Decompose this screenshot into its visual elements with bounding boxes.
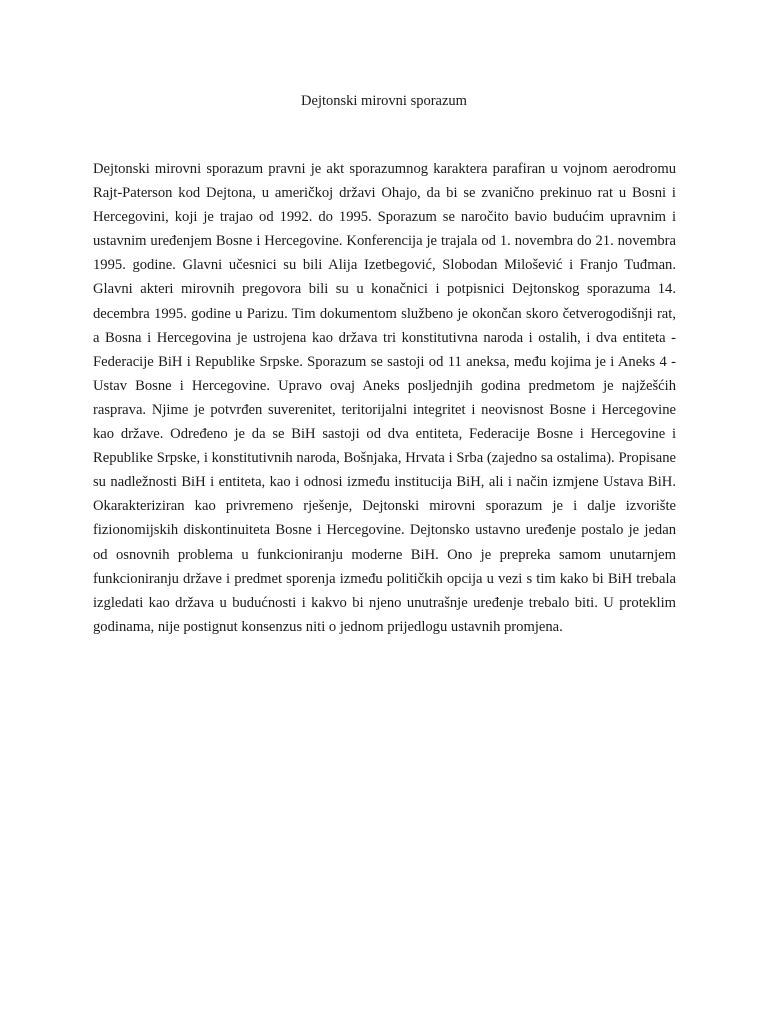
document-title: Dejtonski mirovni sporazum	[301, 93, 467, 109]
document-body-paragraph: Dejtonski mirovni sporazum pravni je akt sporazumnog karaktera parafiran u vojnom aerodromu Rajt-Paterson kod Dejtona, u američkoj državi Ohajo, da bi se zvanično prekinuo rat u Bosni i Hercegovini, koji je trajao od 1992. do 1995. Sporazum se naročito bavio budućim upravnim i ustavnim uređenjem Bosne i Hercegovine. Konferencija je trajala od 1. novembra do 21. novembra 1995. godine. Glavni učesnici su bili Alija Izetbegović, Slobodan Milošević i Franjo Tuđman. Glavni akteri mirovnih pregovora bili su u konačnici i potpisnici Dejtonskog sporazuma 14. decembra 1995. godine u Parizu. Tim dokumentom službeno je okončan skoro četverogodišnji rat, a Bosna i Hercegovina je ustrojena kao država tri konstitutivna naroda i ostalih, i dva entiteta - Federacije BiH i Republike Srpske. Sporazum se sastoji od 11 aneksa, među kojima je i Aneks 4 - Ustav Bosne i Hercegovine. Upravo ovaj Aneks posljednjih godina predmetom je najžešćih rasprava. Njime je potvrđen suverenitet, teritorijalni integritet i neovisnost Bosne i Hercegovine kao države. Određeno je da se BiH sastoji od dva entiteta, Federacije Bosne i Hercegovine i Republike Srpske, i konstitutivnih naroda, Bošnjaka, Hrvata i Srba (zajedno sa ostalima). Propisane su nadležnosti BiH i entiteta, kao i odnosi između institucija BiH, ali i način izmjene Ustava BiH. Okarakteriziran kao privremeno rješenje, Dejtonski mirovni sporazum je i dalje izvorište fizionomijskih diskontinuiteta Bosne i Hercegovine. Dejtonsko ustavno uređenje postalo je jedan od osnovnih problema u funkcioniranju moderne BiH. Ono je prepreka samom unutarnjem funkcioniranju države i predmet sporenja između političkih opcija u vezi s tim kako bi BiH trebala izgledati kao država u budućnosti i kakvo bi njeno unutrašnje uređenje trebalo biti. U proteklim godinama, nije postignut konsenzus niti o jednom prijedlogu ustavnih promjena.	[93, 161, 676, 635]
